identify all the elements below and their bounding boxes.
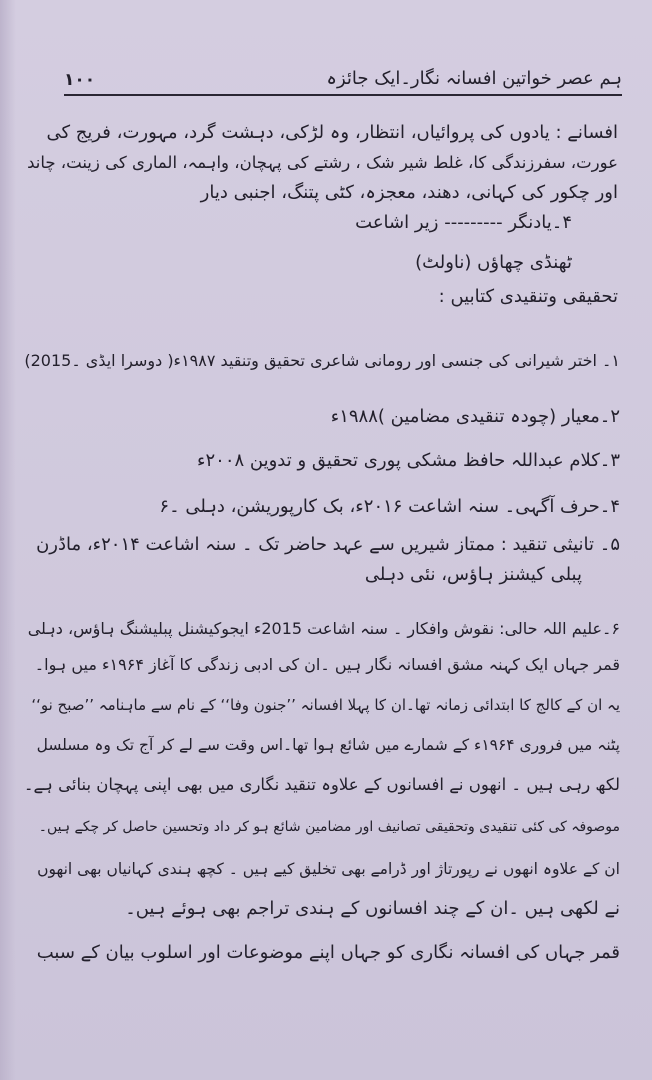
paragraph-line: قمر جہاں کی افسانہ نگاری کو جہاں اپنے موضوعات اور اسلوب بیان کے سبب [36,942,620,963]
list-item-continuation: پبلی کیشنز ہاؤس، نئی دہلی [364,564,582,585]
list-item: ۳۔کلام عبداللہ حافظ مشکی پوری تحقیق و تدوین ۲۰۰۸ء [197,450,620,471]
paragraph-line: موصوفہ کی کئی تنقیدی وتحقیقی تصانیف اور مضامین شائع ہو کر داد وتحسین حاصل کر چکے ہیں۔ [38,819,620,835]
text-line: افسانے : یادوں کی پروائیاں، انتظار، وہ لڑکی، دہشت گرد، مہورت، فریج کی [46,122,618,143]
paragraph-line: قمر جہاں ایک کہنہ مشق افسانہ نگار ہیں ۔ان کی ادبی زندگی کا آغاز ۱۹۶۴ء میں ہوا۔ [34,655,620,674]
text-line: عورت، سفرزندگی کا، غلط شیر شک ، رشتے کی پہچان، واہمہ، الماری کی زینت، چاند [27,153,618,172]
running-header [64,68,622,96]
paragraph-line: یہ ان کے کالج کا ابتدائی زمانہ تھا۔ان کا پہلا افسانہ ’’جنون وفا‘‘ کے نام سے ماہنامہ ’’صبح نو‘‘ [31,696,620,714]
paragraph-line: لکھ رہی ہیں ۔ انھوں نے افسانوں کے علاوہ تنقید نگاری میں بھی اپنی پہچان بنائی ہے۔ [23,775,620,794]
list-item: ۴۔حرف آگہی۔ سنہ اشاعت ۲۰۱۶ء، بک کارپوریشن، دہلی ۔۶ [159,496,620,517]
paragraph-line: پٹنہ میں فروری ۱۹۶۴ء کے شمارے میں شائع ہوا تھا۔اس وقت سے لے کر آج تک وہ مسلسل [36,736,620,754]
list-item: ۵۔ تانیثی تنقید : ممتاز شیریں سے عہد حاضر تک ۔ سنہ اشاعت ۲۰۱۴ء، ماڈرن [36,534,620,555]
section-heading: تحقیقی وتنقیدی کتابیں : [438,286,618,307]
text-line: ٹھنڈی چھاؤں (ناولٹ) [415,252,572,273]
list-item: ۶۔علیم اللہ حالی: نقوش وافکار ۔ سنہ اشاعت 2015ء ایجوکیشنل پبلیشنگ ہاؤس، دہلی [27,619,620,638]
list-item: ۲۔معیار (چودہ تنقیدی مضامین )۱۹۸۸ء [330,406,620,427]
text-line: اور چکور کی کہانی، دھند، معجزہ، کٹی پتنگ، اجنبی دیار [200,182,618,203]
text-line: ۴۔یادنگر --------- زیر اشاعت [355,212,572,233]
list-item: ۱۔ اختر شیرانی کی جنسی اور رومانی شاعری تحقیق وتنقید ۱۹۸۷ء( دوسرا ایڈی ۔2015) [24,351,620,370]
book-title: ہم عصر خواتین افسانہ نگار۔ایک جائزہ [326,68,622,89]
paragraph-line: ان کے علاوہ انھوں نے رپورتاژ اور ڈرامے بھی تخلیق کیے ہیں ۔ کچھ ہندی کہانیاں بھی انھوں [37,860,620,878]
page-number: ۱۰۰ [64,70,96,90]
paragraph-line: نے لکھی ہیں ۔ان کے چند افسانوں کے ہندی تراجم بھی ہوئے ہیں۔ [125,898,620,919]
